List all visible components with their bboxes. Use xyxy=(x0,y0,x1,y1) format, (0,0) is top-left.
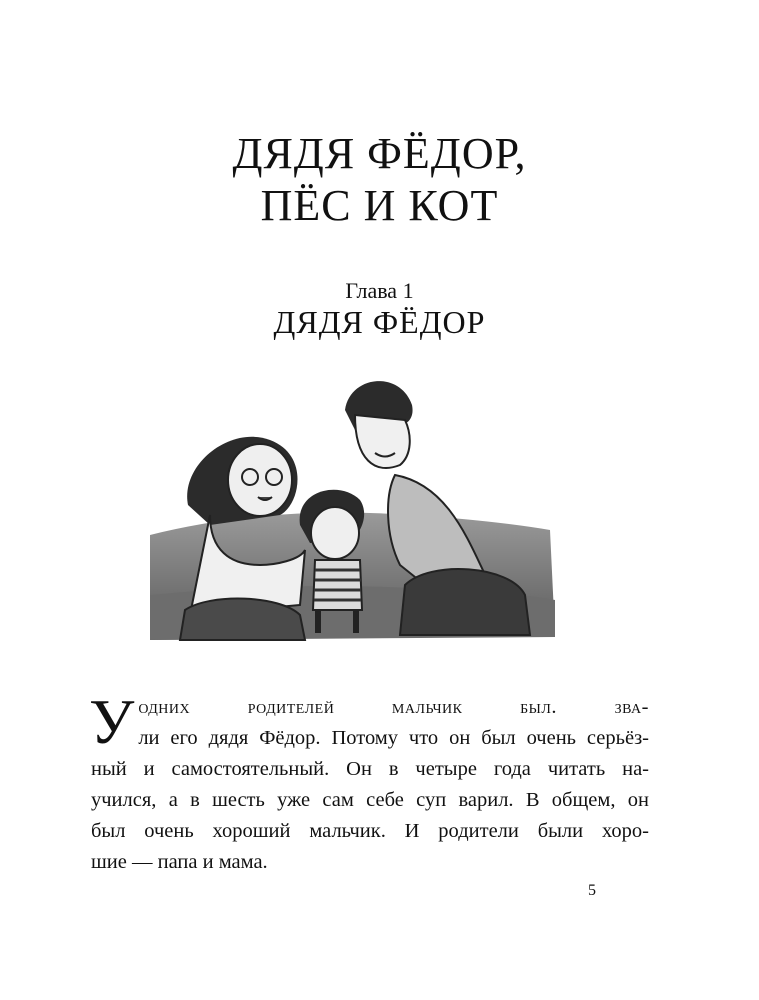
family-illustration xyxy=(150,365,560,645)
chapter-number: Глава 1 xyxy=(345,278,414,303)
text-line: ный и самостоятельный. Он в четыре года читать на- xyxy=(91,758,649,780)
drop-cap: У xyxy=(89,686,135,757)
smallcaps-lead: одних родителей мальчик был. xyxy=(138,696,557,718)
text-line: шие — папа и мама. xyxy=(91,851,268,873)
chapter-text xyxy=(89,686,649,878)
text-line xyxy=(91,692,649,723)
book-title xyxy=(0,128,759,232)
page-number: 5 xyxy=(588,882,596,899)
text-line: был очень хороший мальчик. И родители были хоро- xyxy=(91,820,649,842)
text-line: учился, а в шесть уже сам себе суп варил. В общем, он xyxy=(91,789,649,811)
text-line-1-rest: зва- xyxy=(556,696,649,718)
text-line: ли его дядя Фёдор. Потому что он был очень серьёз- xyxy=(138,727,649,749)
book-title-line2: ПЁС И КОТ xyxy=(260,181,499,230)
chapter-title: ДЯДЯ ФЁДОР xyxy=(273,304,486,340)
book-title-line1: ДЯДЯ ФЁДОР, xyxy=(232,129,527,178)
